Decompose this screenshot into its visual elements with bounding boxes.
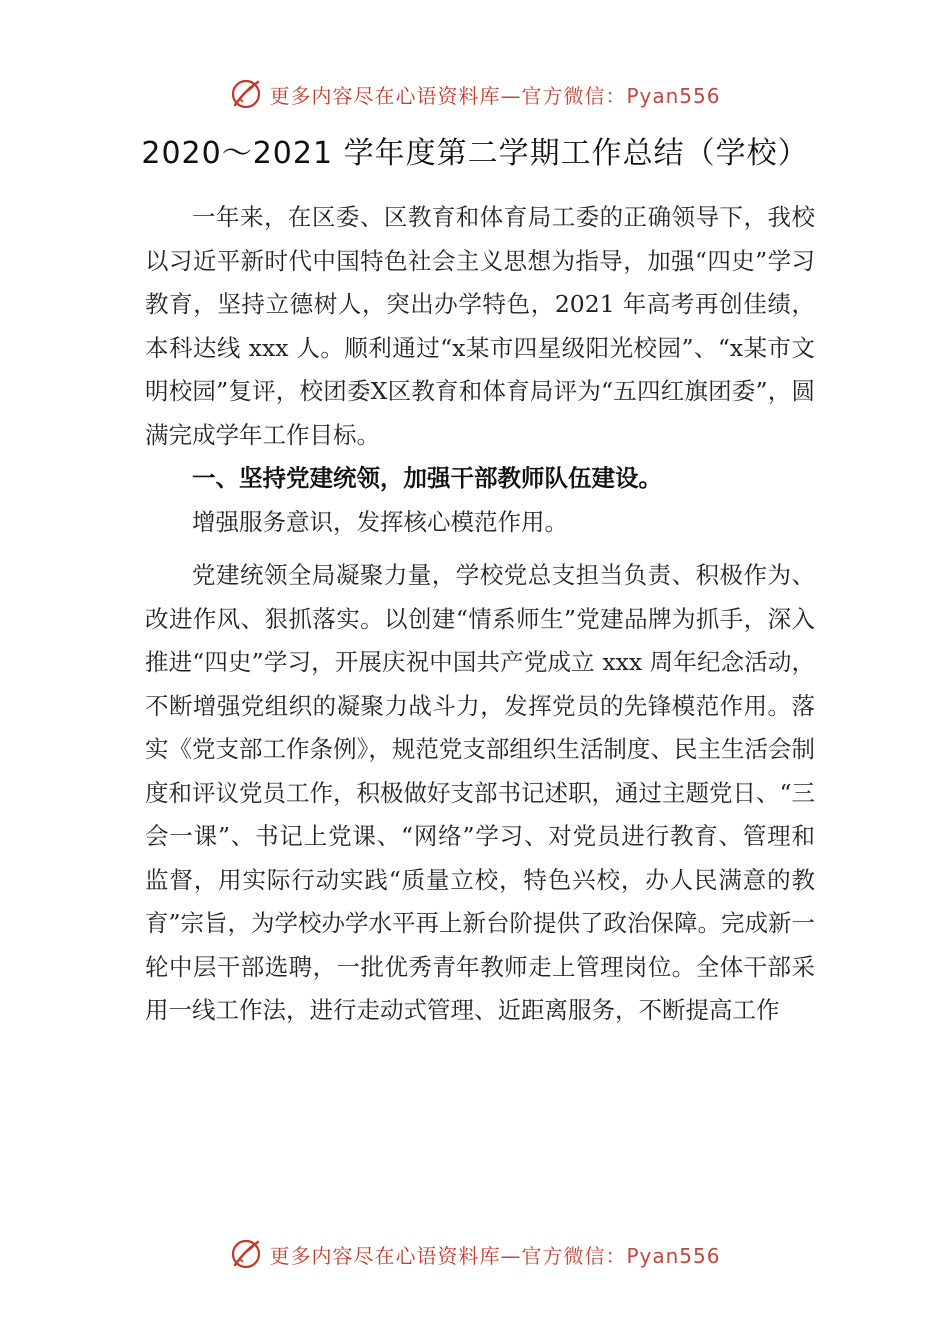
- header-watermark-banner: [0, 74, 950, 114]
- banner-dash: —: [500, 83, 522, 108]
- banner-wechat-text: 官方微信：Pyan556: [521, 1243, 721, 1268]
- banner-main-text: 更多内容尽在心语资料库: [269, 1243, 501, 1268]
- banner-dash: —: [500, 1243, 522, 1268]
- document-title: 2020～2021 学年度第二学期工作总结（学校）: [141, 136, 809, 171]
- banner-main-text: 更多内容尽在心语资料库: [269, 83, 501, 108]
- quill-seal-logo-icon: [229, 1237, 263, 1271]
- banner-text: [269, 1240, 720, 1269]
- banner-wechat-text: 官方微信：Pyan556: [521, 83, 721, 108]
- section-subheading: 增强服务意识，发挥核心模范作用。: [192, 507, 568, 536]
- document-body: [145, 196, 815, 1033]
- banner-text: [269, 80, 720, 109]
- footer-watermark-banner: [0, 1234, 950, 1274]
- quill-seal-logo-icon: [229, 77, 263, 111]
- section-body-paragraph: 党建统领全局凝聚力量，学校党总支担当负责、积极作为、改进作风、狠抓落实。以创建“情系师生”党建品牌为抓手，深入推进“四史”学习，开展庆祝中国共产党成立 xxx 周年纪念活动，不断增强党组织的凝聚力战斗力，发挥党员的先锋模范作用。落实《党支部工作条例》，规范党支部组织生活制度、民主生活会制度和评议党员工作，积极做好支部书记述职，通过主题党日、“三会一课”、书记上党课、“网络”学习、对党员进行教育、管理和监督，用实际行动实践“质量立校，特色兴校，办人民满意的教育”宗旨，为学校办学水平再上新台阶提供了政治保障。完成新一轮中层干部选聘，一批优秀青年教师走上管理岗位。全体干部采用一线工作法，进行走动式管理、近距离服务，不断提高工作: [145, 561, 816, 1024]
- intro-paragraph: 一年来，在区委、区教育和体育局工委的正确领导下，我校以习近平新时代中国特色社会主义思想为指导，加强“四史”学习教育，坚持立德树人，突出办学特色，2021 年高考再创佳绩，本科达线 xxx 人。顺利通过“x某市四星级阳光校园”、“x某市文明校园”复评，校团委X区教育和体育局评为“五四红旗团委”，圆满完成学年工作目标。: [145, 203, 815, 449]
- section-heading: 一、坚持党建统领，加强干部教师队伍建设。: [192, 464, 662, 492]
